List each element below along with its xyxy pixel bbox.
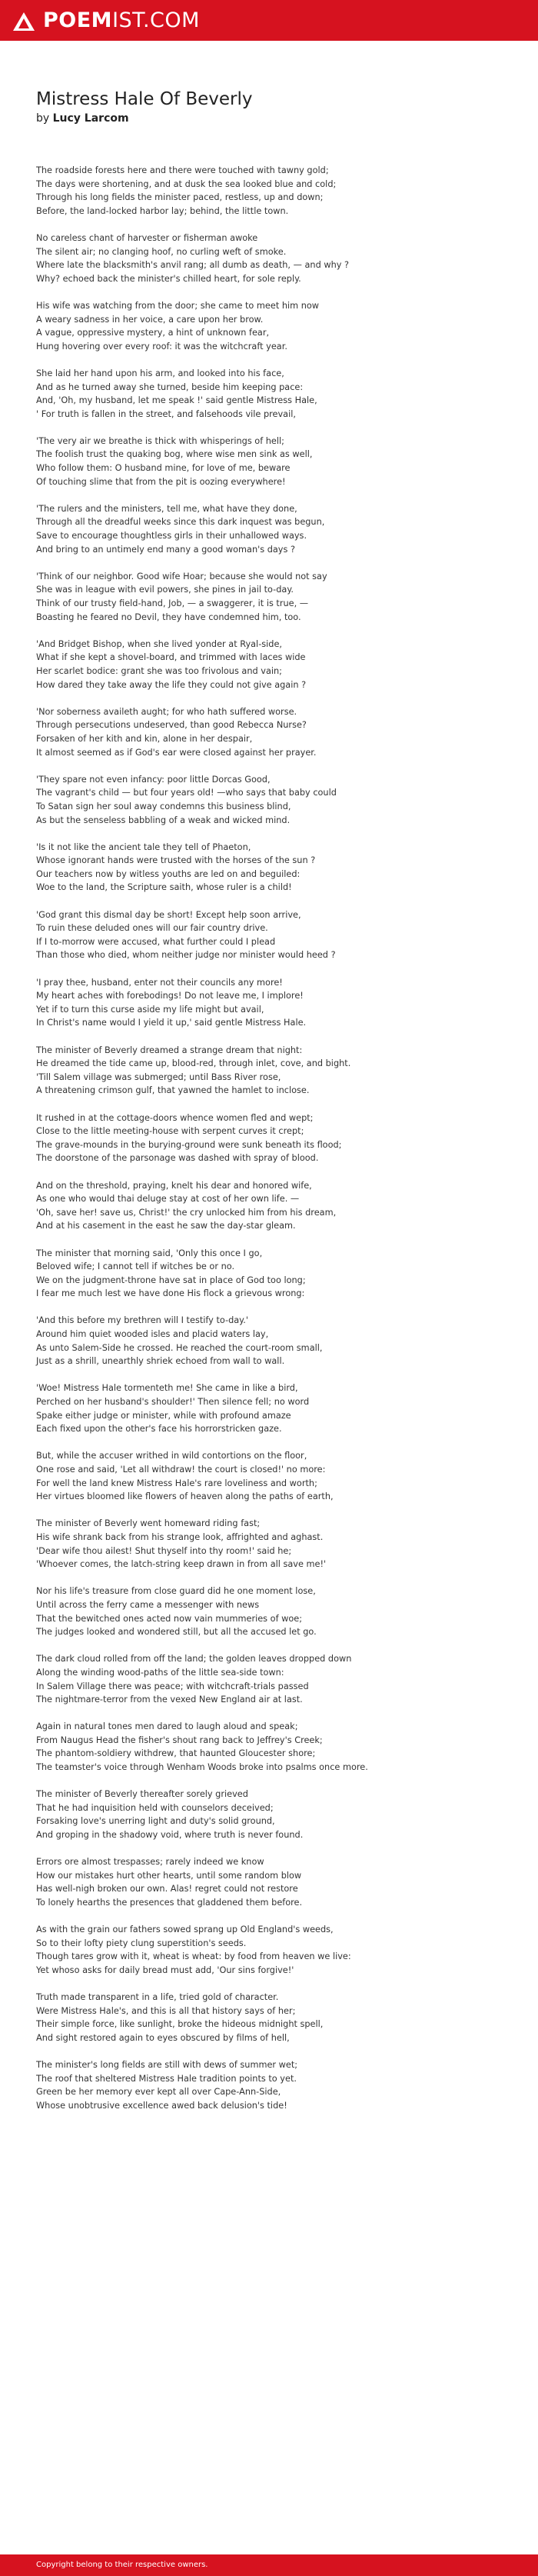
poem-line: To lonely hearths the presences that gladdened them before.	[36, 1898, 303, 1908]
poem-title: Mistress Hale Of Beverly	[36, 89, 253, 109]
logo-name-strong: POEM	[43, 8, 113, 32]
stanza	[36, 1247, 513, 1301]
poem-line: A vague, oppressive mystery, a hint of unknown fear,	[36, 328, 270, 338]
stanza	[36, 502, 513, 556]
poem-line: And on the threshold, praying, knelt his dear and honored wife,	[36, 1180, 312, 1191]
stanza	[36, 1449, 513, 1503]
poem-line: Through his long fields the minister paced, restless, up and down;	[36, 192, 324, 203]
logo-name-light: IST.COM	[112, 8, 200, 32]
poem-line: How our mistakes hurt other hearts, until some random blow	[36, 1870, 302, 1881]
poem-line: The grave-mounds in the burying-ground were sunk beneath its flood;	[36, 1139, 342, 1150]
poem-line: The teamster's voice through Wenham Woods broke into psalms once more.	[36, 1762, 368, 1773]
poem-line: Has well-nigh broken our own. Alas! regret could not restore	[36, 1884, 298, 1895]
poem-line: Each fixed upon the other's face his horrorstricken gaze.	[36, 1424, 282, 1435]
poem-line: What if she kept a shovel-board, and trimmed with laces wide	[36, 652, 306, 663]
poem-byline	[36, 111, 497, 126]
poem-line: In Christ's name would I yield it up,' said gentle Mistress Hale.	[36, 1018, 307, 1028]
stanza	[36, 976, 513, 1030]
poem-line: The days were shortening, and at dusk the sea looked blue and cold;	[36, 178, 337, 189]
stanza	[36, 1179, 513, 1233]
stanza	[36, 2058, 513, 2112]
poem-line: The minister of Beverly thereafter sorely grieved	[36, 1789, 248, 1800]
poem-line: That he had inquisition held with counselors deceived;	[36, 1802, 274, 1813]
stanza	[36, 1044, 513, 1098]
poem-line: And as he turned away she turned, beside him keeping pace:	[36, 382, 304, 392]
poem-line: Just as a shrill, unearthly shriek echoed from wall to wall.	[36, 1356, 285, 1367]
poem-line: Whose unobtrusive excellence awed back delusion's tide!	[36, 2100, 287, 2111]
poem-line: The phantom-soldiery withdrew, that haunted Gloucester shore;	[36, 1748, 316, 1759]
poem-line: 'Is it not like the ancient tale they tell of Phaeton,	[36, 841, 251, 852]
poem-line: Where late the blacksmith's anvil rang; all dumb as death, — and why ?	[36, 260, 350, 271]
poem-line: 'Whoever comes, the latch-string keep drawn in from all save me!'	[36, 1559, 327, 1570]
poem-line: Who follow them: O husband mine, for love of me, beware	[36, 463, 291, 474]
poem-line: I fear me much lest we have done His flock a grievous wrong:	[36, 1288, 305, 1299]
poem-line: His wife was watching from the door; she came to meet him now	[36, 300, 320, 311]
poem-line: The roof that sheltered Mistress Hale tradition points to yet.	[36, 2073, 297, 2084]
poem-line: The doorstone of the parsonage was dashed with spray of blood.	[36, 1153, 319, 1164]
poem-line: 'Think of our neighbor. Good wife Hoar; because she would not say	[36, 571, 327, 582]
poem-line: As with the grain our fathers sowed sprang up Old England's weeds,	[36, 1925, 334, 1935]
poem-line: 'Nor soberness availeth aught; for who hath suffered worse.	[36, 706, 297, 717]
stanza	[36, 638, 513, 691]
poem-line: And bring to an untimely end many a good woman's days ?	[36, 544, 295, 555]
poem-line: Truth made transparent in a life, tried gold of character.	[36, 1992, 279, 2003]
poem-line: Her virtues bloomed like flowers of heaven along the paths of earth,	[36, 1491, 334, 1502]
stanza	[36, 908, 513, 962]
poem-line: Why? echoed back the minister's chilled heart, for sole reply.	[36, 273, 301, 284]
stanza	[36, 1652, 513, 1706]
stanza	[36, 367, 513, 421]
poem-body	[36, 164, 513, 2126]
poem-line: She was in league with evil powers, she pines in jail to-day.	[36, 585, 294, 595]
site-footer	[0, 2554, 538, 2576]
poem-line: She laid her hand upon his arm, and looked into his face,	[36, 368, 284, 378]
poem-line: Woe to the land, the Scripture saith, whose ruler is a child!	[36, 882, 292, 893]
stanza	[36, 435, 513, 488]
poem-line: No careless chant of harvester or fisherman awoke	[36, 232, 258, 243]
poem-line: Of touching slime that from the pit is oozing everywhere!	[36, 476, 286, 487]
poem-line: Hung hovering over every roof: it was the witchcraft year.	[36, 341, 287, 352]
poem-line: Than those who died, whom neither judge nor minister would heed ?	[36, 950, 336, 961]
poem-line: Forsaken of her kith and kin, alone in her despair,	[36, 733, 253, 744]
site-logo-text	[43, 8, 200, 34]
poem-line: From Naugus Head the fisher's shout rang back to Jeffrey's Creek;	[36, 1735, 323, 1745]
poem-line: For well the land knew Mistress Hale's rare loveliness and worth;	[36, 1478, 317, 1488]
stanza	[36, 164, 513, 218]
poem-line: We on the judgment-throne have sat in place of God too long;	[36, 1275, 306, 1285]
poem-line: 'And this before my brethren will I testify to-day.'	[36, 1315, 248, 1326]
poem-line: Forsaking love's unerring light and duty's solid ground,	[36, 1816, 275, 1827]
site-logo[interactable]	[8, 6, 208, 35]
poem-line: My heart aches with forebodings! Do not leave me, I implore!	[36, 991, 304, 1001]
stanza	[36, 1517, 513, 1571]
poem-line: 'I pray thee, husband, enter not their councils any more!	[36, 977, 283, 988]
poem-line: Around him quiet wooded isles and placid waters lay,	[36, 1329, 269, 1340]
stanza	[36, 1381, 513, 1435]
poem-line: Again in natural tones men dared to laugh aloud and speak;	[36, 1721, 298, 1732]
byline-label: by	[36, 112, 50, 125]
poem-line: The minister of Beverly dreamed a strange dream that night:	[36, 1045, 303, 1055]
poem-line: The foolish trust the quaking bog, where wise men sink as well,	[36, 449, 313, 460]
poem-line: And, 'Oh, my husband, let me speak !' said gentle Mistress Hale,	[36, 395, 317, 406]
site-header	[0, 0, 538, 41]
stanza	[36, 1855, 513, 1909]
poem-line: And sight restored again to eyes obscured by films of hell,	[36, 2032, 290, 2043]
stanza	[36, 570, 513, 624]
poem-line: Her scarlet bodice: grant she was too frivolous and vain;	[36, 665, 282, 676]
poem-line: Before, the land-locked harbor lay; behind, the little town.	[36, 205, 289, 216]
poem-line: Save to encourage thoughtless girls in their unhallowed ways.	[36, 531, 307, 542]
poem-line: The minister of Beverly went homeward riding fast;	[36, 1518, 261, 1529]
poem-line: Were Mistress Hale's, and this is all that history says of her;	[36, 2005, 296, 2016]
poem-line: The minister's long fields are still with dews of summer wet;	[36, 2060, 298, 2071]
poem-line: But, while the accuser writhed in wild contortions on the floor,	[36, 1451, 307, 1461]
poem-line: As one who would thai deluge stay at cost of her own life. —	[36, 1194, 300, 1205]
quill-pen-icon	[12, 12, 35, 32]
stanza	[36, 1111, 513, 1165]
stanza	[36, 1585, 513, 1638]
copyright-notice: Copyright belong to their respective owners.	[36, 2561, 208, 2569]
poem-line: Beloved wife; I cannot tell if witches be or no.	[36, 1261, 235, 1272]
poem-line: If I to-morrow were accused, what further could I plead	[36, 936, 276, 947]
poem-line: 'The rulers and the ministers, tell me, what have they done,	[36, 503, 297, 514]
poem-line: As but the senseless babbling of a weak and wicked mind.	[36, 815, 291, 825]
poem-line: ' For truth is fallen in the street, and falsehoods vile prevail,	[36, 408, 296, 419]
poem-line: Yet whoso asks for daily bread must add, 'Our sins forgive!'	[36, 1964, 294, 1975]
poem-line: Boasting he feared no Devil, they have condemned him, too.	[36, 612, 301, 622]
poem-line: Think of our trusty field-hand, Job, — a swaggerer, it is true, —	[36, 598, 309, 608]
poem-line: Green be her memory ever kept all over Cape-Ann-Side,	[36, 2087, 281, 2098]
poem-line: And groping in the shadowy void, where truth is never found.	[36, 1830, 304, 1841]
poem-line: The silent air; no clanging hoof, no curling weft of smoke.	[36, 246, 287, 257]
poem-line: 'They spare not even infancy: poor little Dorcas Good,	[36, 774, 271, 785]
poem-line: Perched on her husband's shoulder!' Then silence fell; no word	[36, 1397, 310, 1408]
poem-line: It rushed in at the cottage-doors whence women fled and wept;	[36, 1112, 314, 1123]
stanza	[36, 705, 513, 759]
poem-line: The dark cloud rolled from off the land; the golden leaves dropped down	[36, 1654, 352, 1665]
poem-line: Errors ore almost trespasses; rarely indeed we know	[36, 1857, 264, 1868]
stanza	[36, 1923, 513, 1977]
poem-line: Yet if to turn this curse aside my life might but avail,	[36, 1004, 264, 1015]
stanza	[36, 299, 513, 353]
poem-line: Our teachers now by witless youths are led on and beguiled:	[36, 868, 301, 879]
poem-line: That the bewitched ones acted now vain mummeries of woe;	[36, 1613, 303, 1624]
poem-line: He dreamed the tide came up, blood-red, through inlet, cove, and bight.	[36, 1058, 351, 1069]
poem-line: 'Woe! Mistress Hale tormenteth me! She came in like a bird,	[36, 1383, 298, 1394]
poem-line: 'And Bridget Bishop, when she lived yonder at Ryal-side,	[36, 638, 283, 649]
poem-line: Nor his life's treasure from close guard did he one moment lose,	[36, 1586, 316, 1597]
stanza	[36, 232, 513, 285]
poem-line: To ruin these deluded ones will our fair country drive.	[36, 923, 268, 934]
poem-line: Their simple force, like sunlight, broke the hideous midnight spell,	[36, 2019, 324, 2030]
poem-author-link[interactable]: Lucy Larcom	[52, 112, 129, 125]
poem-line: The roadside forests here and there were touched with tawny gold;	[36, 165, 329, 175]
poem-line: One rose and said, 'Let all withdraw! the court is closed!' no more:	[36, 1465, 326, 1475]
poem-line: A weary sadness in her voice, a care upon her brow.	[36, 314, 264, 325]
poem-line: And at his casement in the east he saw the day-star gleam.	[36, 1221, 296, 1231]
poem-line: The vagrant's child — but four years old! —who says that baby could	[36, 788, 337, 798]
stanza	[36, 1720, 513, 1774]
poem-line: Along the winding wood-paths of the little sea-side town:	[36, 1667, 284, 1678]
stanza	[36, 1314, 513, 1368]
poem-line: Spake either judge or minister, while with profound amaze	[36, 1410, 291, 1421]
poem-line: A threatening crimson gulf, that yawned the hamlet to inclose.	[36, 1085, 310, 1096]
stanza	[36, 1788, 513, 1841]
poem-line: So to their lofty piety clung superstition's seeds.	[36, 1938, 247, 1948]
poem-line: 'Till Salem village was submerged; until Bass River rose,	[36, 1071, 281, 1082]
poem-line: Close to the little meeting-house with serpent curves it crept;	[36, 1126, 304, 1137]
poem-line: To Satan sign her soul away condemns this business blind,	[36, 801, 291, 811]
poem-line: In Salem Village there was peace; with witchcraft-trials passed	[36, 1681, 309, 1691]
poem-line: The judges looked and wondered still, but all the accused let go.	[36, 1627, 317, 1638]
stanza	[36, 841, 513, 895]
poem-line: 'The very air we breathe is thick with whisperings of hell;	[36, 435, 284, 446]
poem-line: Through all the dreadful weeks since this dark inquest was begun,	[36, 517, 325, 528]
poem-line: 'God grant this dismal day be short! Except help soon arrive,	[36, 909, 301, 920]
poem-header	[36, 88, 497, 126]
stanza	[36, 773, 513, 827]
poem-line: Though tares grow with it, wheat is wheat: by food from heaven we live:	[36, 1951, 351, 1962]
poem-line: The nightmare-terror from the vexed New England air at last.	[36, 1695, 303, 1705]
poem-line: How dared they take away the life they could not give again ?	[36, 679, 307, 690]
poem-line: Until across the ferry came a messenger with news	[36, 1599, 260, 1610]
stanza	[36, 1991, 513, 2044]
poem-line: The minister that morning said, 'Only this once I go,	[36, 1248, 263, 1258]
poem-line: 'Dear wife thou ailest! Shut thyself into thy room!' said he;	[36, 1545, 292, 1556]
poem-line: It almost seemed as if God's ear were closed against her prayer.	[36, 747, 317, 758]
poem-line: His wife shrank back from his strange look, affrighted and aghast.	[36, 1531, 324, 1542]
poem-line: As unto Salem-Side he crossed. He reached the court-room small,	[36, 1342, 323, 1353]
poem-line: Whose ignorant hands were trusted with the horses of the sun ?	[36, 855, 316, 866]
poem-line: 'Oh, save her! save us, Christ!' the cry unlocked him from his dream,	[36, 1207, 337, 1218]
poem-line: Through persecutions undeserved, than good Rebecca Nurse?	[36, 720, 307, 731]
